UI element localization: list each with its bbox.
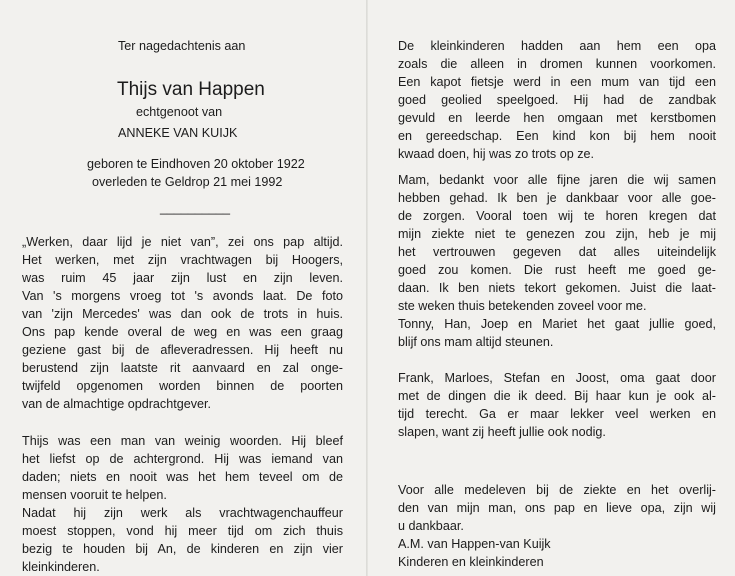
left-paragraph2-line: Thijs was een man van weinig woorden. Hij bleef — [22, 434, 343, 448]
right-paragraph2-line: goed zou komen. Die rust heeft me goed ge- — [398, 263, 716, 277]
signature-name: A.M. van Happen-van Kuijk — [398, 537, 551, 551]
right-paragraph2-line: Mam, bedankt voor alle fijne jaren die wij samen — [398, 173, 716, 187]
left-paragraph1-line: „Werken, daar lijd je niet van”, zei ons pap altijd. — [22, 235, 343, 249]
death-line: overleden te Geldrop 21 mei 1992 — [92, 175, 283, 189]
left-paragraph2-line: kleinkinderen. — [22, 560, 100, 574]
left-paragraph2-line: mensen vooruit te helpen. — [22, 488, 167, 502]
right-paragraph1-line: en gereedschap. Een kind kon bij hem nooit — [398, 129, 716, 143]
right-paragraph1-line: gevuld en leerde hen omgaan met kerstbomen — [398, 111, 716, 125]
left-paragraph1-line: Het werken, met zijn vrachtwagen bij Hoogers, — [22, 253, 343, 267]
right-paragraph1-line: kwaad doen, hij was zo trots op ze. — [398, 147, 595, 161]
deceased-name: Thijs van Happen — [117, 79, 265, 100]
left-paragraph1-line: Ons pap kende overal de weg en was een graag — [22, 325, 343, 339]
right-paragraph1-line: De kleinkinderen hadden aan hem een opa — [398, 39, 716, 53]
right-paragraph2-line: daan. Ik ben niets tekort gekomen. Juist die laat- — [398, 281, 716, 295]
right-paragraph2-line: ste weken thuis betekenden zoveel voor me. — [398, 299, 647, 313]
right-paragraph2-line: mijn ziekte niet te genezen zou zijn, heb je mij — [398, 227, 716, 241]
left-paragraph1-line: Van 's morgens vroeg tot 's avonds laat. De foto — [22, 289, 343, 303]
right-paragraph3-line: Frank, Marloes, Stefan en Joost, oma gaat door — [398, 371, 716, 385]
left-paragraph2-line: bezig te houden bij An, de kinderen en zijn vier — [22, 542, 343, 556]
right-paragraph4-line: den van mijn man, ons pap en lieve opa, zijn wij — [398, 501, 716, 515]
signature-family: Kinderen en kleinkinderen — [398, 555, 544, 569]
left-paragraph1-line: geziene gast bij de afleveradressen. Hij heeft nu — [22, 343, 343, 357]
birth-line: geboren te Eindhoven 20 oktober 1922 — [87, 157, 305, 171]
fold-line — [366, 0, 368, 576]
right-paragraph3-line: slapen, want zij heeft jullie ook nodig. — [398, 425, 606, 439]
spouse-name: ANNEKE VAN KUIJK — [118, 126, 238, 140]
left-paragraph1-line: was ruim 45 jaar zijn lust en zijn leven. — [22, 271, 343, 285]
right-paragraph2-line: het vertrouwen gegeven dat alles uiteindelijk — [398, 245, 716, 259]
separator: __________ — [160, 201, 231, 215]
right-paragraph3-line: met de dingen die ik deed. Bij haar kun je ook al- — [398, 389, 716, 403]
right-paragraph4-line: Voor alle medeleven bij de ziekte en het overlij- — [398, 483, 716, 497]
left-paragraph1-line: berustend zijn laatste rit aanvaard en zal onge- — [22, 361, 343, 375]
in-memory-heading: Ter nagedachtenis aan — [118, 39, 246, 53]
right-paragraph1-line: goed geolied speelgoed. Hij had de zandbak — [398, 93, 716, 107]
left-paragraph1-line: twijfeld opgenomen worden binnen de poorten — [22, 379, 343, 393]
left-paragraph2-line: Nadat hij zijn werk als vrachtwagenchauffeur — [22, 506, 343, 520]
left-paragraph2-line: moest stoppen, vond hij meer tijd om zich thuis — [22, 524, 343, 538]
right-paragraph2-line: Tonny, Han, Joep en Mariet het gaat jullie goed, — [398, 317, 716, 331]
spouse-label: echtgenoot van — [136, 105, 223, 119]
right-paragraph2-line: blijf ons mam altijd steunen. — [398, 335, 554, 349]
right-paragraph1-line: zoals die alleen in dromen kunnen voorkomen. — [398, 57, 716, 71]
left-paragraph2-line: daden; niets en nooit was het hem teveel om de — [22, 470, 343, 484]
left-paragraph2-line: het liefst op de achtergrond. Hij was iemand van — [22, 452, 343, 466]
right-paragraph2-line: de zorgen. Vooral toen wij te horen kregen dat — [398, 209, 716, 223]
left-paragraph1-line: van de almachtige opdrachtgever. — [22, 397, 212, 411]
right-paragraph3-line: tijd terecht. Ga er maar lekker veel werken en — [398, 407, 716, 421]
right-paragraph4-line: u dankbaar. — [398, 519, 464, 533]
left-paragraph1-line: van 'zijn Mercedes' was dan ook de trots in huis. — [22, 307, 343, 321]
right-paragraph1-line: Een kapot fietsje werd in een mum van tijd een — [398, 75, 716, 89]
right-paragraph2-line: hebben gehad. Ik ben je dankbaar voor alle goe- — [398, 191, 716, 205]
